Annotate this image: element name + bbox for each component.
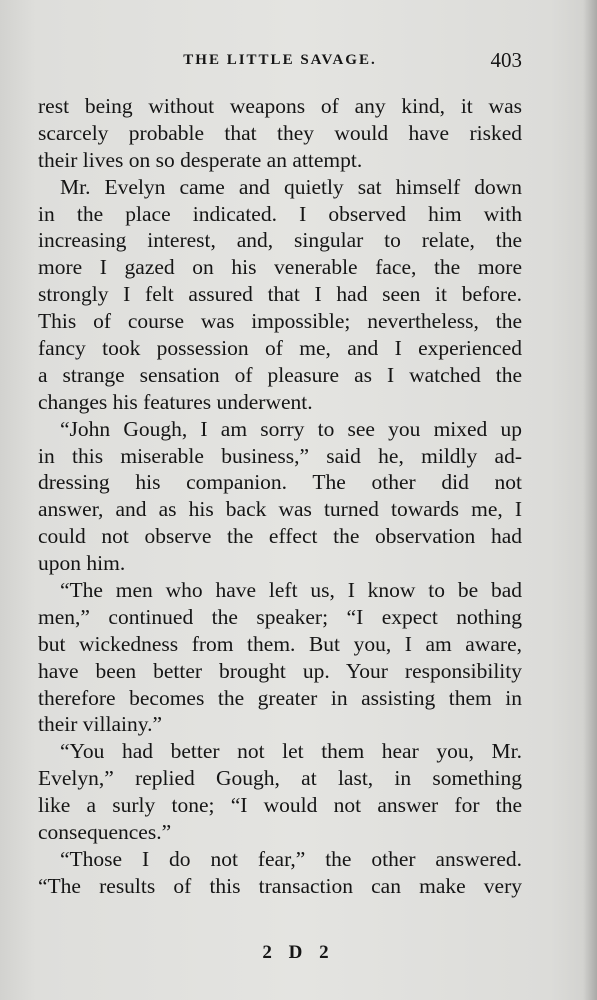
text-line: “You had better not let them hear you, Mr.	[60, 739, 522, 764]
text-line: This of course was impossible; nevertheless, the	[38, 309, 522, 334]
text-line: “John Gough, I am sorry to see you mixed up	[60, 416, 522, 441]
text-line: in the place indicated. I observed him with	[38, 201, 522, 226]
running-header	[38, 48, 522, 74]
body-text	[38, 93, 522, 900]
text-line: like a surly tone; “I would not answer for the	[38, 793, 522, 818]
text-line: a strange sensation of pleasure as I watched the	[38, 362, 522, 387]
text-line: answer, and as his back was turned towards me, I	[38, 497, 522, 522]
text-line: fancy took possession of me, and I experienced	[38, 336, 522, 361]
text-line: scarcely probable that they would have risked	[38, 120, 522, 145]
text-line: Evelyn,” replied Gough, at last, in something	[38, 766, 522, 791]
text-line: upon him.	[38, 551, 126, 576]
text-line: in this miserable business,” said he, mildly ad-	[38, 443, 522, 468]
printer-signature-mark: 2 D 2	[262, 942, 335, 963]
text-line: “Those I do not fear,” the other answered.	[60, 846, 522, 871]
text-line: rest being without weapons of any kind, it was	[38, 94, 522, 118]
text-line: “The results of this transaction can make very	[38, 873, 522, 898]
text-line: “The men who have left us, I know to be bad	[60, 578, 522, 603]
text-line: could not observe the effect the observation had	[38, 524, 522, 549]
text-line: consequences.”	[38, 820, 172, 845]
text-line: men,” continued the speaker; “I expect nothing	[38, 604, 522, 629]
text-line: more I gazed on his venerable face, the more	[38, 255, 522, 280]
text-line: dressing his companion. The other did not	[38, 470, 522, 495]
text-line: their villainy.”	[38, 712, 162, 737]
text-line: Mr. Evelyn came and quietly sat himself down	[60, 174, 522, 199]
running-title: THE LITTLE SAVAGE.	[183, 52, 377, 68]
text-line: increasing interest, and, singular to relate, the	[38, 228, 522, 253]
text-line: therefore becomes the greater in assisting them in	[38, 685, 522, 710]
text-line: have been better brought up. Your responsibility	[38, 658, 522, 683]
text-line: changes his features underwent.	[38, 389, 313, 414]
text-line: strongly I felt assured that I had seen it before.	[38, 282, 522, 307]
text-line: their lives on so desperate an attempt.	[38, 147, 363, 172]
page-number: 403	[490, 48, 522, 72]
text-line: but wickedness from them. But you, I am aware,	[38, 631, 522, 656]
